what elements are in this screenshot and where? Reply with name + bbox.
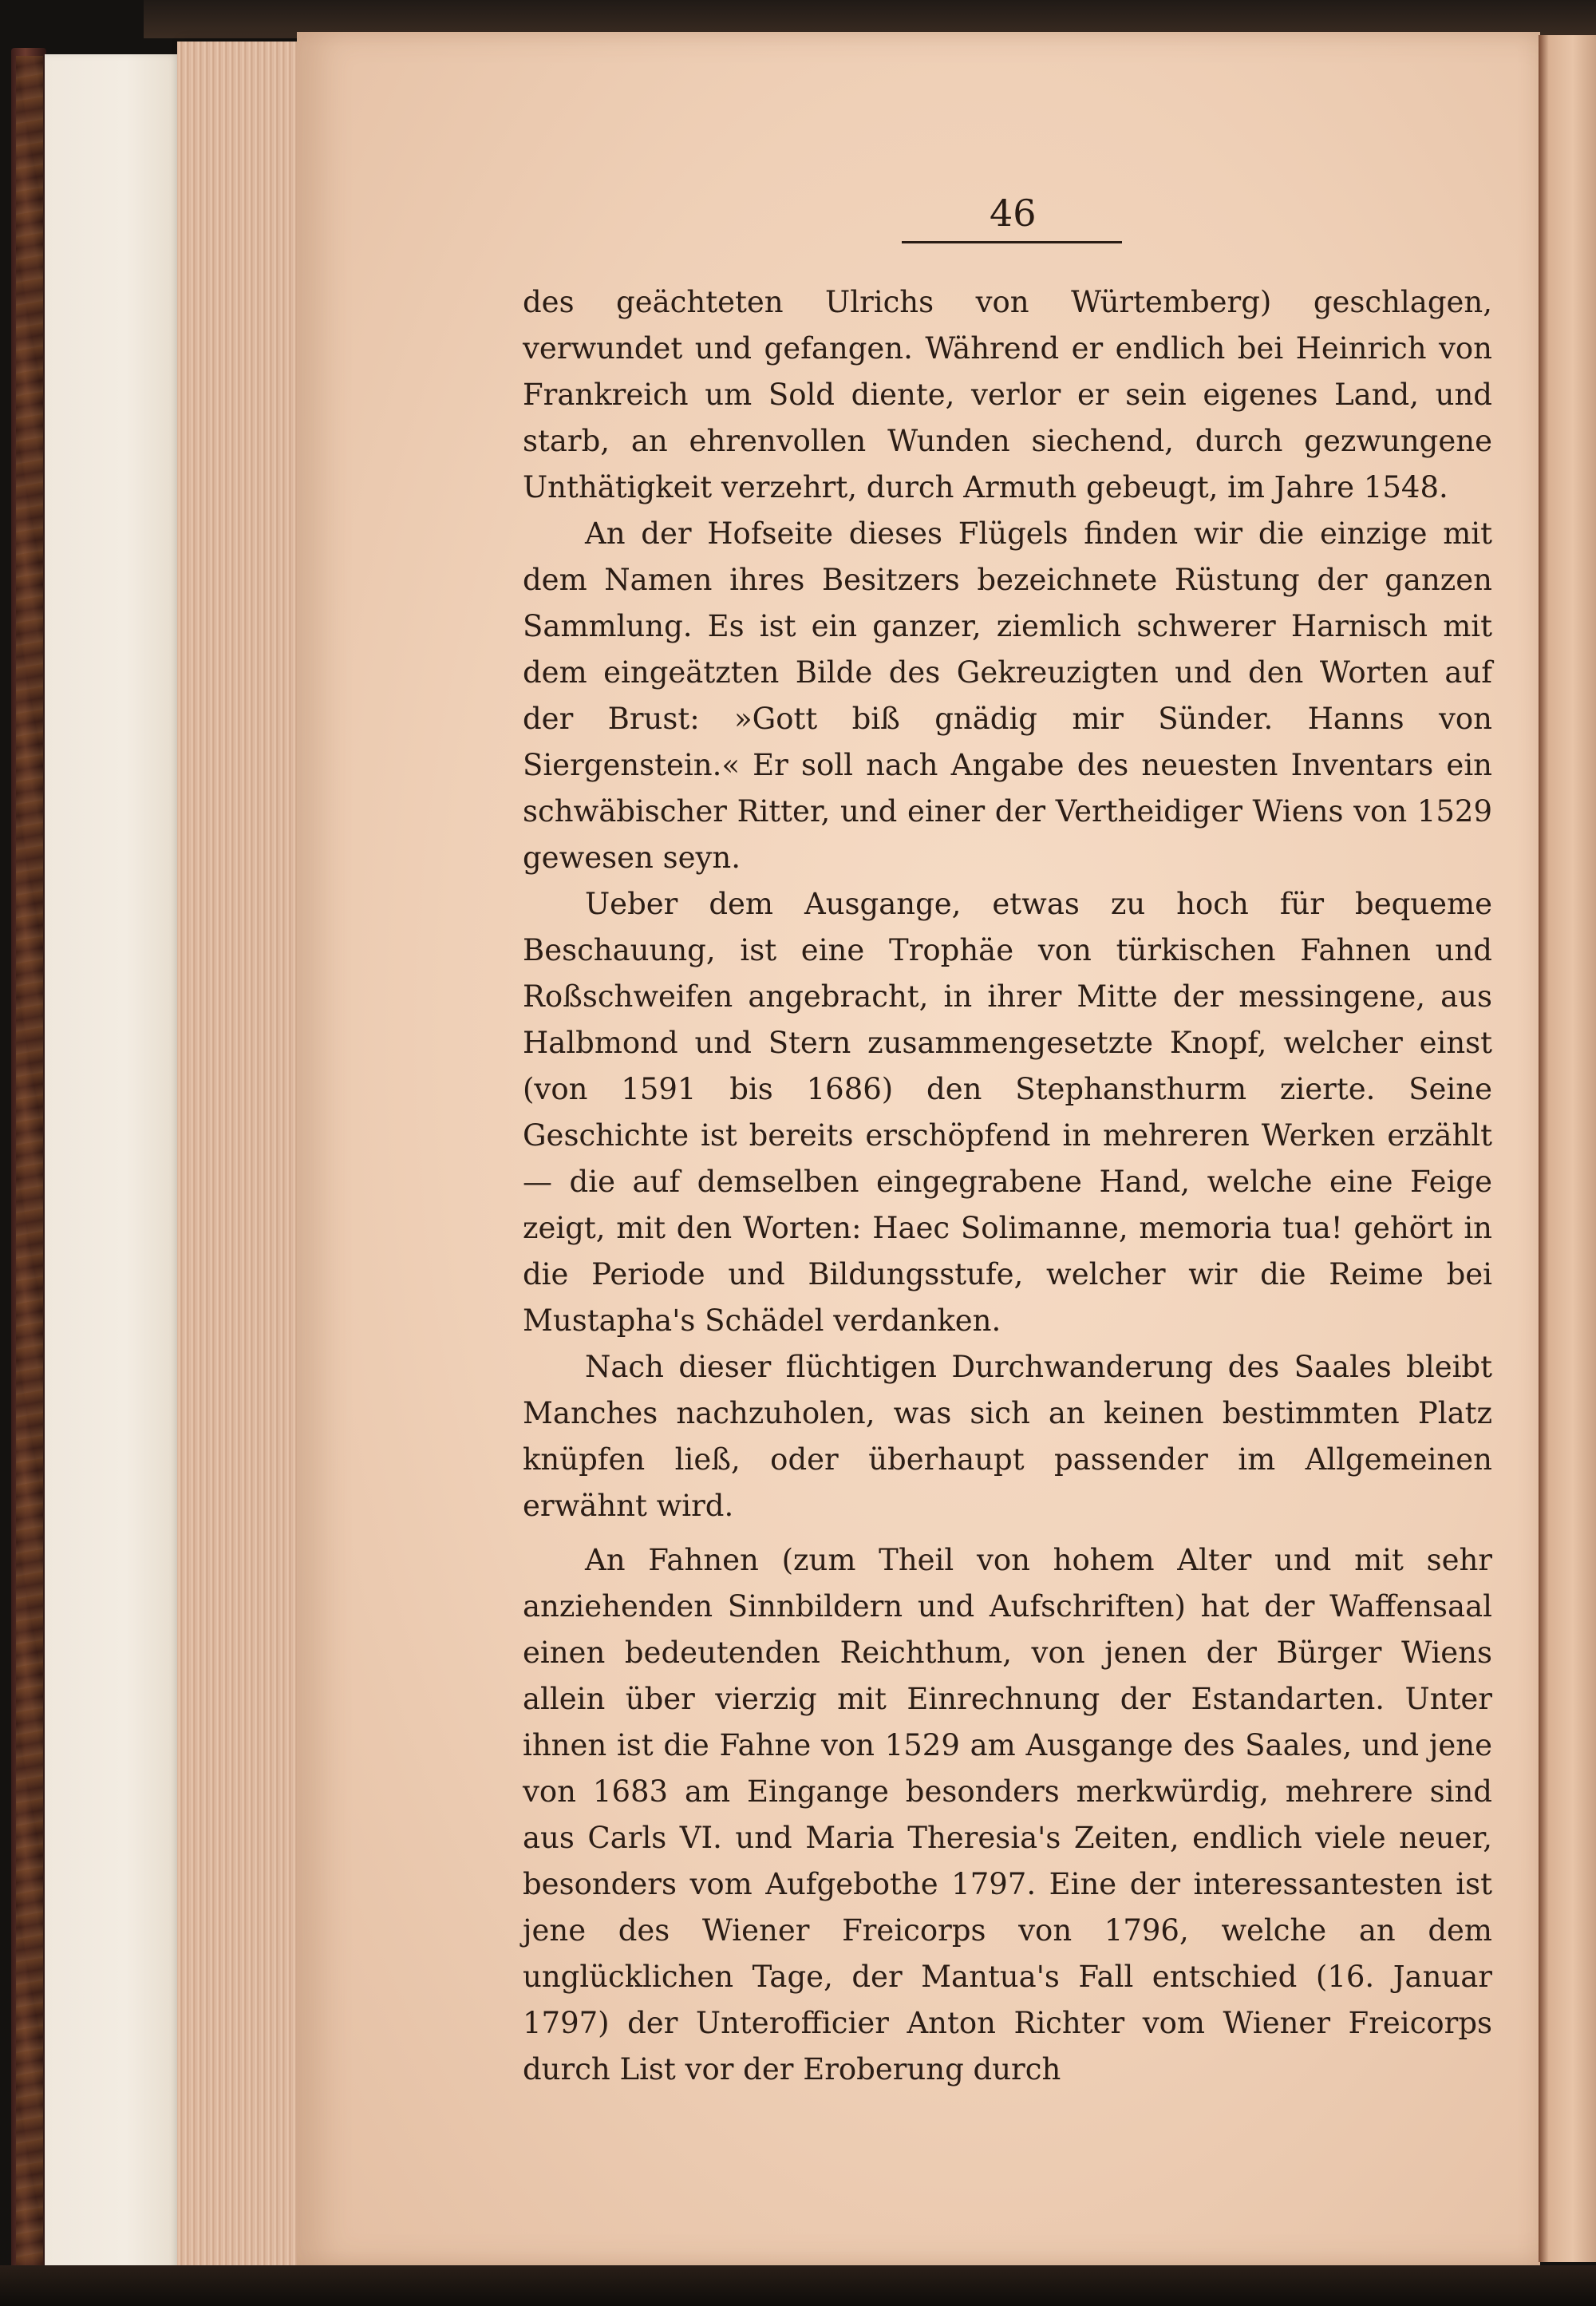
page-number: 46 [990,192,1037,235]
endpaper-sheet [45,54,180,2273]
bottom-shadow [0,2265,1596,2306]
header-rule [902,241,1122,243]
body-text [523,279,1492,2093]
paragraph-5: An Fahnen (zum Theil von hohem Alter und mit sehr anziehenden Sinnbildern und Aufschriften) hat der Waffensaal einen bedeutenden Reichthum, von jenen der Bürger Wiens allein über vierzig mit Einrechnung der Estandarten. Unter ihnen ist die Fahne von 1529 am Ausgange des Saales, und jene von 1683 am Eingange besonders merkwürdig, mehrere sind aus Carls VI. und Maria Theresia's Zeiten, endlich viele neuer, besonders vom Aufgebothe 1797. Eine der interessantesten ist jene des Wiener Freicorps von 1796, welche an dem unglücklichen Tage, der Mantua's Fall entschied (16. Januar 1797) der Unterofficier Anton Richter vom Wiener Freicorps durch List vor der Eroberung durch [523,1543,1492,2086]
paragraph-2: An der Hofseite dieses Flügels finden wir die einzige mit dem Namen ihres Besitzers bezeichnete Rüstung der ganzen Sammlung. Es ist ein ganzer, ziemlich schwerer Harnisch mit dem eingeätzten Bilde des Gekreuzigten und den Worten auf der Brust: »Gott biß gnädig mir Sünder. Hanns von Siergenstein.« Er soll nach Angabe des neuesten Inventars ein schwäbischer Ritter, und einer der Vertheidiger Wiens von 1529 gewesen seyn. [523,516,1492,875]
paragraph-3: Ueber dem Ausgange, etwas zu hoch für bequeme Beschauung, ist eine Trophäe von türkischen Fahnen und Roßschweifen angebracht, in ihrer Mitte der messingene, aus Halbmond und Stern zusammengesetzte Knopf, welcher einst (von 1591 bis 1686) den Stephansthurm zierte. Seine Geschichte ist bereits erschöpfend in mehreren Werken erzählt — die auf demselben eingegrabene Hand, welche eine Feige zeigt, mit den Worten: Haec Solimanne, memoria tua! gehört in die Periode und Bildungsstufe, welcher wir die Reime bei Mustapha's Schädel verdanken. [523,887,1492,1338]
paragraph-4: Nach dieser flüchtigen Durchwanderung des Saales bleibt Manches nachzuholen, was sich an keinen bestimmten Platz knüpfen ließ, oder überhaupt passender im Allgemeinen erwähnt wird. [523,1350,1492,1523]
marbled-cover [16,56,43,2267]
paragraph-1: des geächteten Ulrichs von Würtemberg) geschlagen, verwundet und gefangen. Während er endlich bei Heinrich von Frankreich um Sold diente, verlor er sein eigenes Land, und starb, an ehrenvollen Wunden siechend, durch gezwungene Unthätigkeit verzehrt, durch Armuth gebeugt, im Jahre 1548. [523,285,1492,504]
next-page-edge [1539,35,1596,2262]
stacked-page-edges [177,42,305,2276]
